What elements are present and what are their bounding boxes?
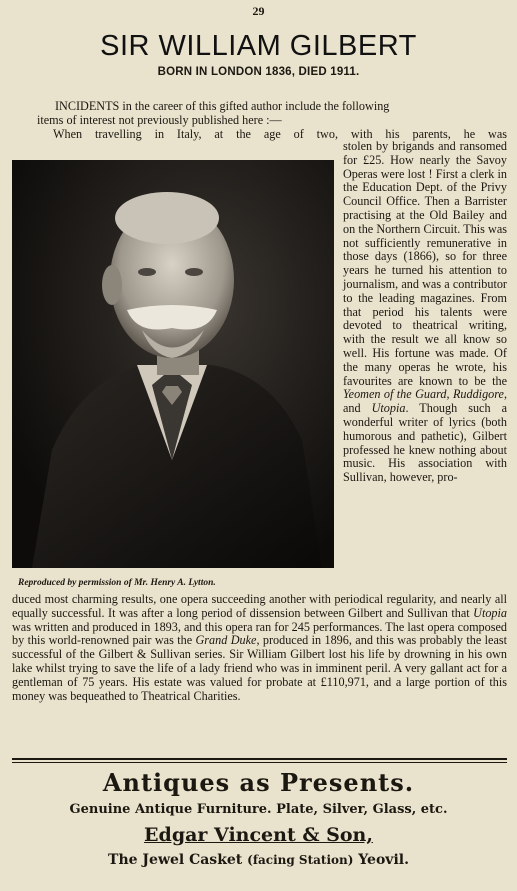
advert-company: Edgar Vincent & Son,	[144, 824, 373, 846]
advert-headline: Antiques as Presents.	[102, 768, 415, 797]
divider-thick	[12, 758, 507, 760]
intro-line-2: items of interest not previously published here :—	[37, 112, 282, 127]
title-grand-duke: Grand Duke	[195, 633, 257, 648]
title-yeomen: Yeomen of the Guard	[343, 387, 447, 402]
right-comma: ,	[446, 387, 453, 402]
title-utopia-2: Utopia	[473, 605, 507, 620]
title-ruddigore: Ruddigore	[452, 387, 504, 402]
page-subtitle: BORN IN LONDON 1836, DIED 1911.	[157, 66, 360, 78]
intro-line-1: INCIDENTS in the career of this gifted author include the following	[55, 99, 390, 113]
divider-thin	[12, 762, 507, 763]
page-title: SIR WILLIAM GILBERT	[100, 30, 417, 62]
intro-line-3: When travelling in Italy, at the age of two, with his parents, he was	[53, 126, 507, 141]
bottom-text-3: , produced in 1896, and this was probably the least successful of the Gilbert & Sullivan series. Sir William Gilbert lost his life by drowning in his own lake whilst trying to save the life of a lady friend who was in imminent peril. A very gallant act for a gentleman of 75 years. His estate was valued for probate at £110,971, and a large portion of this money was bequeathed to Theatrical Charities.	[12, 633, 507, 703]
bottom-text-2: was written and produced in 1893, and this opera ran for 245 performances. The last opera composed by this world-renowned pair was the	[12, 619, 507, 648]
title-utopia: Utopia	[371, 401, 406, 416]
page-number: 29	[252, 4, 265, 18]
right-text-2: . Though such a wonderful writer of lyrics (both humorous and pathetic), Gilbert professed he knew nothing about music. His association with Sullivan, however, pro-	[343, 401, 507, 485]
portrait-illustration	[12, 160, 334, 568]
bottom-text-1: duced most charming results, one opera succeeding another with periodical regularity, and nearly all equally successful. It was after a long period of dissension between Gilbert and Sullivan that	[12, 592, 507, 620]
right-text-1: stolen by brigands and ransomed for £25. How nearly the Savoy Operas were lost ! First a clerk in the Education Dept. of the Privy Council Office. Then a Barrister practising at the Old Bailey and on the Northern Circuit. This was not sufficiently remunerative in those days (1866), so for three years he turned his attention to journalism, and was a contributor to the leading magazines. From that period his talents were devoted to theatrical writing, with the result we all know so well. His fortune was made. Of the many operas he wrote, his favourites are known to be the	[343, 139, 507, 388]
advert-address	[0, 852, 517, 868]
right-and: , and	[343, 387, 507, 416]
intro-paragraph	[37, 100, 507, 141]
advert-location-note: (facing Station)	[247, 853, 354, 867]
advert-shop-name: The Jewel Casket	[108, 852, 243, 868]
photo-caption: Reproduced by permission of Mr. Henry A. Lytton.	[18, 578, 216, 588]
bottom-paragraph	[12, 593, 507, 703]
right-column-text	[343, 140, 507, 485]
advert-goods: Genuine Antique Furniture. Plate, Silver, Glass, etc.	[69, 802, 448, 817]
portrait-photo	[12, 160, 334, 568]
advert-town: Yeovil.	[358, 852, 409, 868]
